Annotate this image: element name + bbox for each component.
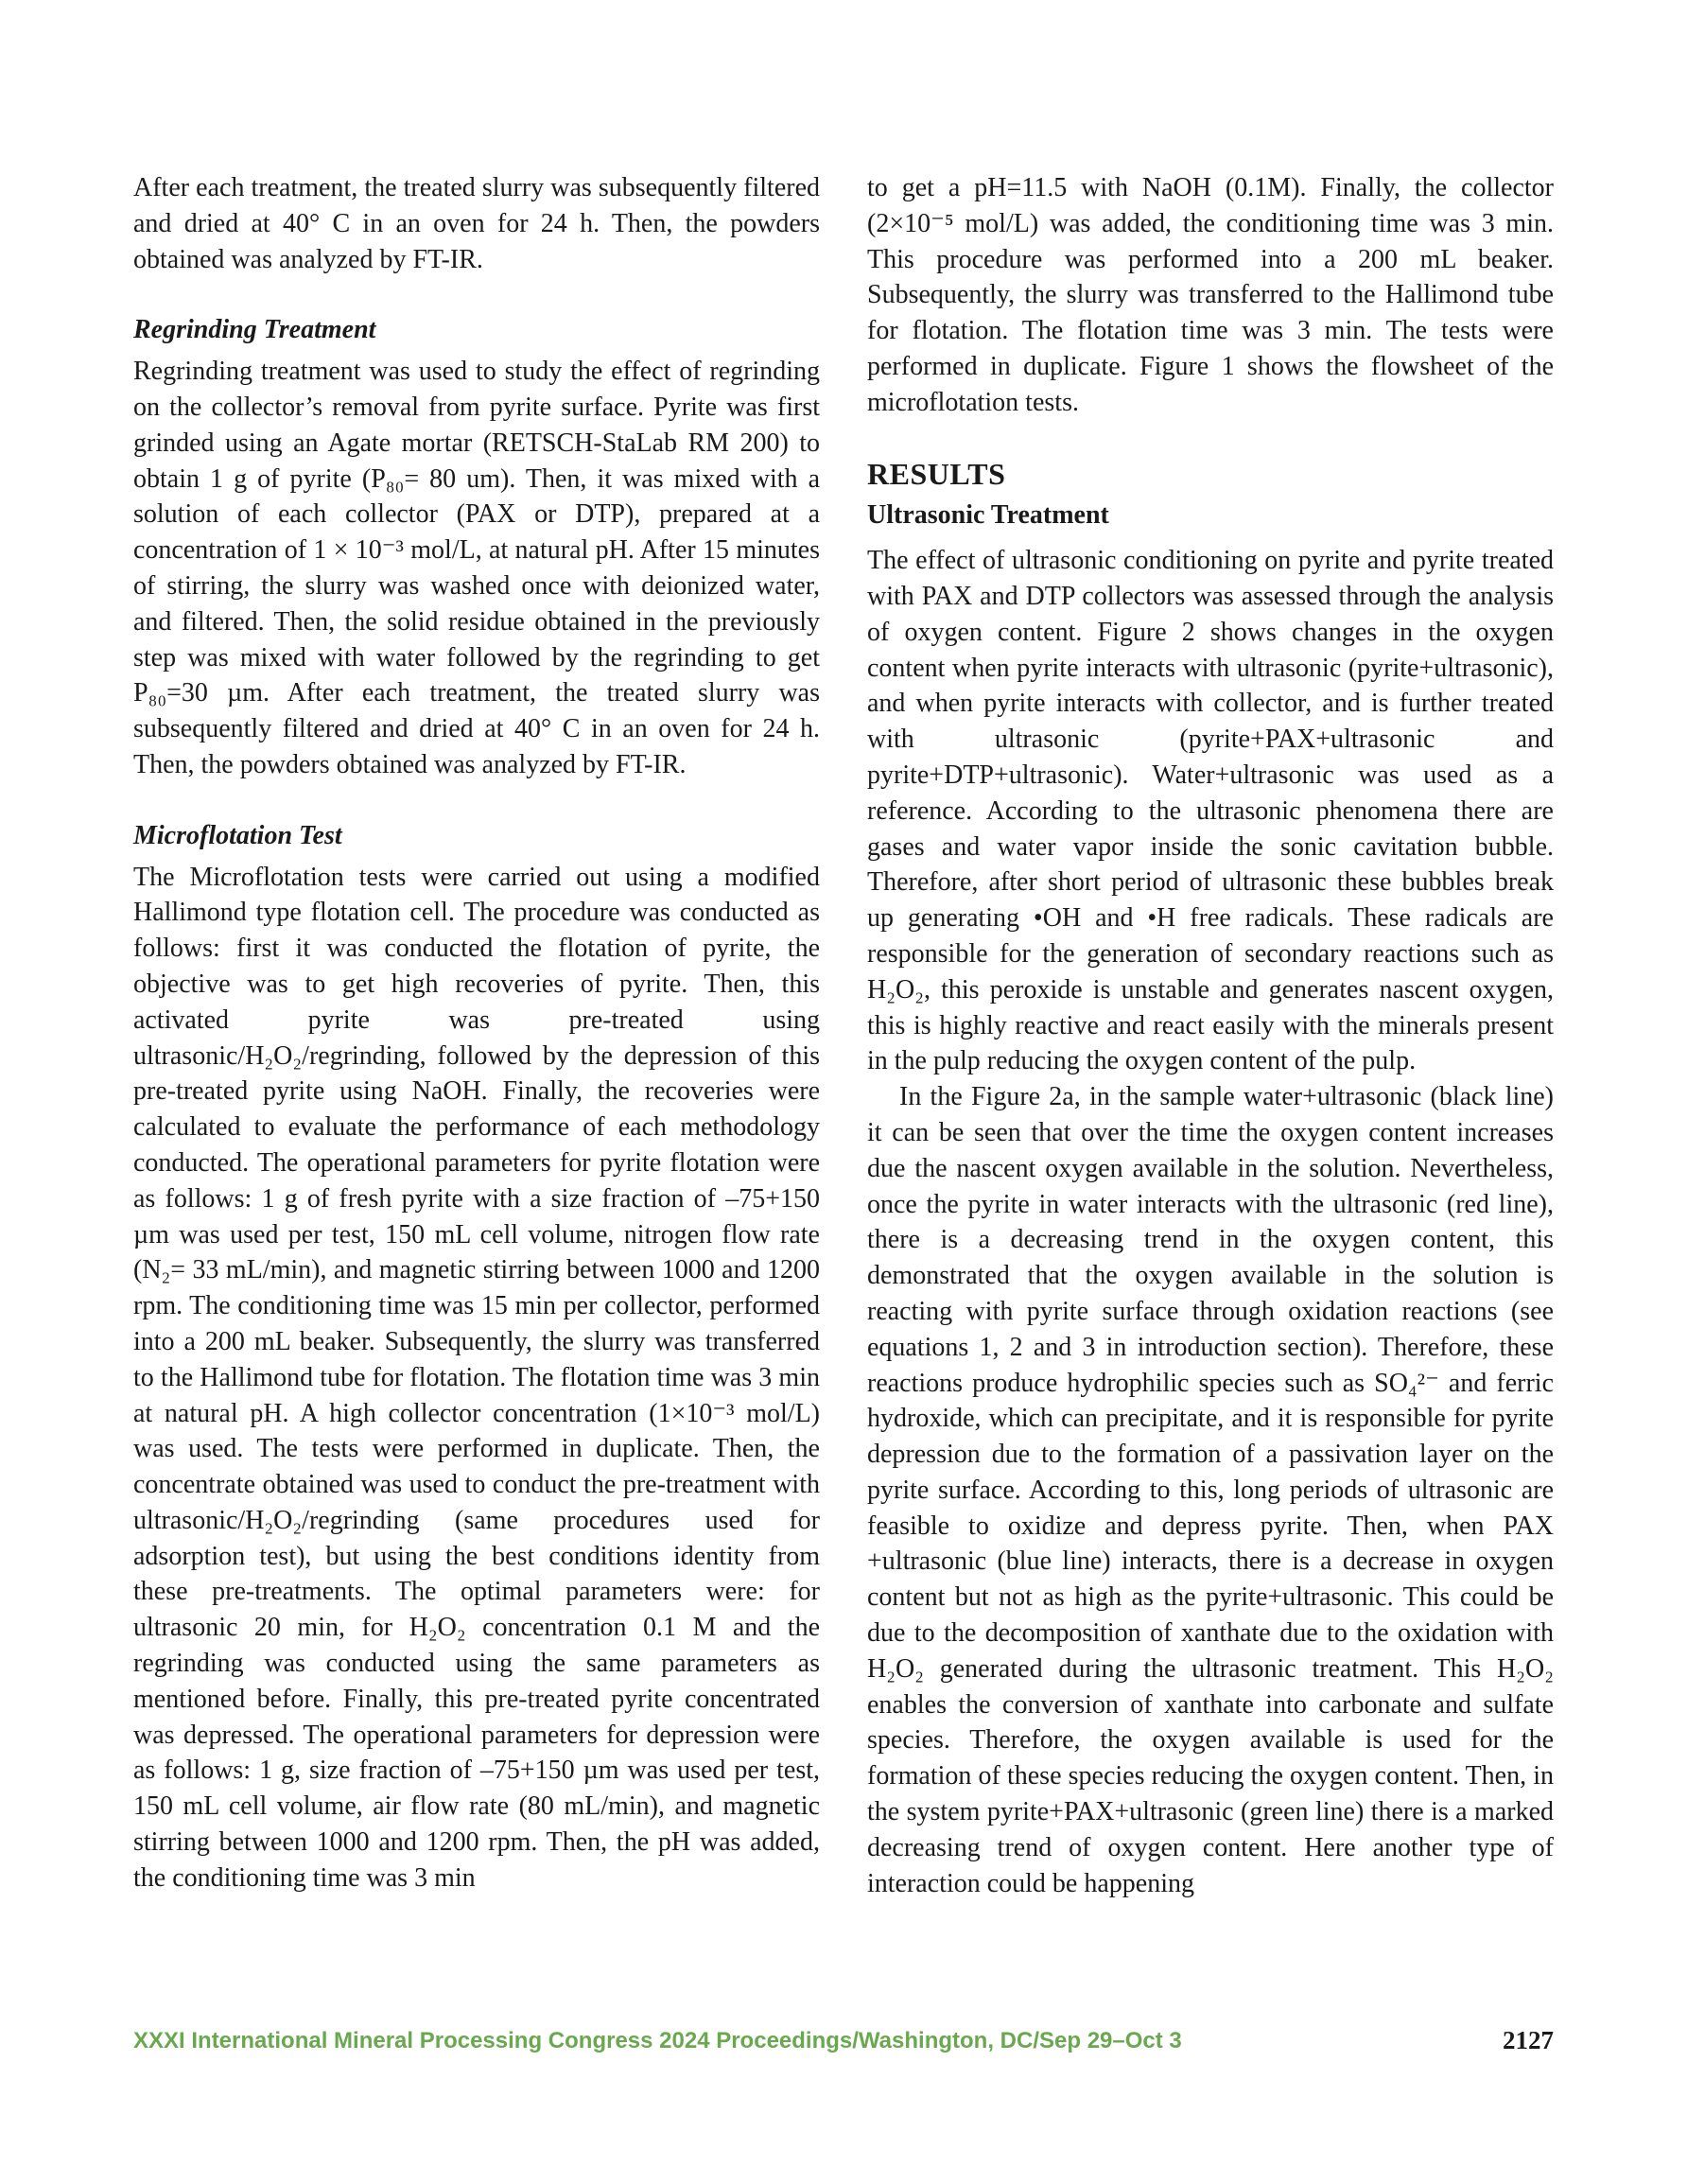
page-footer xyxy=(133,2026,1554,2055)
subsection-heading-regrinding: Regrinding Treatment xyxy=(133,315,376,345)
subsection-heading-ultrasonic: Ultrasonic Treatment xyxy=(867,500,1109,531)
right-column xyxy=(867,170,1554,1901)
subsection-heading-microflotation: Microflotation Test xyxy=(133,820,342,850)
left-column xyxy=(133,170,820,1896)
body-paragraph: The effect of ultrasonic conditioning on pyrite and pyrite treated with PAX and DTP collectors was assessed through the analysis of oxygen content. Figure 2 shows changes in the oxygen content when pyrite interacts with ultrasonic (pyrite+ultrasonic), and when pyrite interacts with collector, and is further treated with ultrasonic (pyrite+PAX+ultrasonic and pyrite+DTP+ultrasonic). Water+ultrasonic was used as a reference. According to the ultrasonic phenomena there are gases and water vapor inside the sonic cavitation bubble. Therefore, after short period of ultrasonic these bubbles break up generating •OH and •H free radicals. These radicals are responsible for the generation of secondary reactions such as H₂O₂, this peroxide is unstable and generates nascent oxygen, this is highly reactive and react easily with the minerals present in the pulp reducing the oxygen content of the pulp. xyxy=(867,546,1554,1076)
body-paragraph: Regrinding treatment was used to study the effect of regrinding on the collector’s removal from pyrite surface. Pyrite was first grinded using an Agate mortar (RETSCH-StaLab RM 200) to obtain 1 g of pyrite (P₈₀= 80 um). Then, it was mixed with a solution of each collector (PAX or DTP), prepared at a concentration of 1 × 10⁻³ mol/L, at natural pH. After 15 minutes of stirring, the slurry was washed once with deionized water, and filtered. Then, the solid residue obtained in the previously step was mixed with water followed by the regrinding to get P₈₀=30 µm. After each treatment, the treated slurry was subsequently filtered and dried at 40° C in an oven for 24 h. Then, the powders obtained was analyzed by FT-IR. xyxy=(133,357,820,779)
body-paragraph: to get a pH=11.5 with NaOH (0.1M). Finally, the collector (2×10⁻⁵ mol/L) was added, the conditioning time was 3 min. This procedure was performed into a 200 mL beaker. Subsequently, the slurry was transferred to the Hallimond tube for flotation. The flotation time was 3 min. The tests were performed in duplicate. Figure 1 shows the flowsheet of the microflotation tests. xyxy=(867,173,1554,417)
section-heading-results: RESULTS xyxy=(867,456,1006,491)
body-paragraph: After each treatment, the treated slurry was subsequently filtered and dried at 40° C in an oven for 24 h. Then, the powders obtained was analyzed by FT-IR. xyxy=(133,173,820,274)
body-paragraph: The Microflotation tests were carried out using a modified Hallimond type flotation cell. The procedure was conducted as follows: first it was conducted the flotation of pyrite, the objective was to get high recoveries of pyrite. Then, this activated pyrite was pre-treated using ultrasonic/H₂O₂/regrinding, followed by the depression of this pre-treated pyrite using NaOH. Finally, the recoveries were calculated to evaluate the performance of each methodology conducted. The operational parameters for pyrite flotation were as follows: 1 g of fresh pyrite with a size fraction of –75+150 µm was used per test, 150 mL cell volume, nitrogen flow rate (N₂= 33 mL/min), and magnetic stirring between 1000 and 1200 rpm. The conditioning time was 15 min per collector, performed into a 200 mL beaker. Subsequently, the slurry was transferred to the Hallimond tube for flotation. The flotation time was 3 min at natural pH. A high collector concentration (1×10⁻³ mol/L) was used. The tests were performed in duplicate. Then, the concentrate obtained was used to conduct the pre-treatment with ultrasonic/H₂O₂/regrinding (same procedures used for adsorption test), but using the best conditions identity from these pre-treatments. The optimal parameters were: for ultrasonic 20 min, for H₂O₂ concentration 0.1 M and the regrinding was conducted using the same parameters as mentioned before. Finally, this pre-treated pyrite concentrated was depressed. The operational parameters for depression were as follows: 1 g, size fraction of –75+150 µm was used per test, 150 mL cell volume, air flow rate (80 mL/min), and magnetic stirring between 1000 and 1200 rpm. Then, the pH was added, the conditioning time was 3 min xyxy=(133,862,820,1893)
page-number: 2127 xyxy=(1503,2026,1554,2054)
body-paragraph: In the Figure 2a, in the sample water+ultrasonic (black line) it can be seen that over the time the oxygen content increases due the nascent oxygen available in the solution. Nevertheless, once the pyrite in water interacts with the ultrasonic (red line), there is a decreasing trend in the oxygen content, this demonstrated that the oxygen available in the solution is reacting with pyrite surface through oxidation reactions (see equations 1, 2 and 3 in introduction section). Therefore, these reactions produce hydrophilic species such as SO₄²⁻ and ferric hydroxide, which can precipitate, and it is responsible for pyrite depression due to the formation of a passivation layer on the pyrite surface. According to this, long periods of ultrasonic are feasible to oxidize and depress pyrite. Then, when PAX +ultrasonic (blue line) interacts, there is a decrease in oxygen content but not as high as the pyrite+ultrasonic. This could be due to the decomposition of xanthate due to the oxidation with H₂O₂ generated during the ultrasonic treatment. This H₂O₂ enables the conversion of xanthate into carbonate and sulfate species. Therefore, the oxygen available is used for the formation of these species reducing the oxygen content. Then, in the system pyrite+PAX+ultrasonic (green line) there is a marked decreasing trend of oxygen content. Here another type of interaction could be happening xyxy=(867,1082,1554,1898)
footer-proceedings-title: XXXI International Mineral Processing Congress 2024 Proceedings/Washington, DC/Sep 29–Oct 3 xyxy=(133,2027,1182,2053)
